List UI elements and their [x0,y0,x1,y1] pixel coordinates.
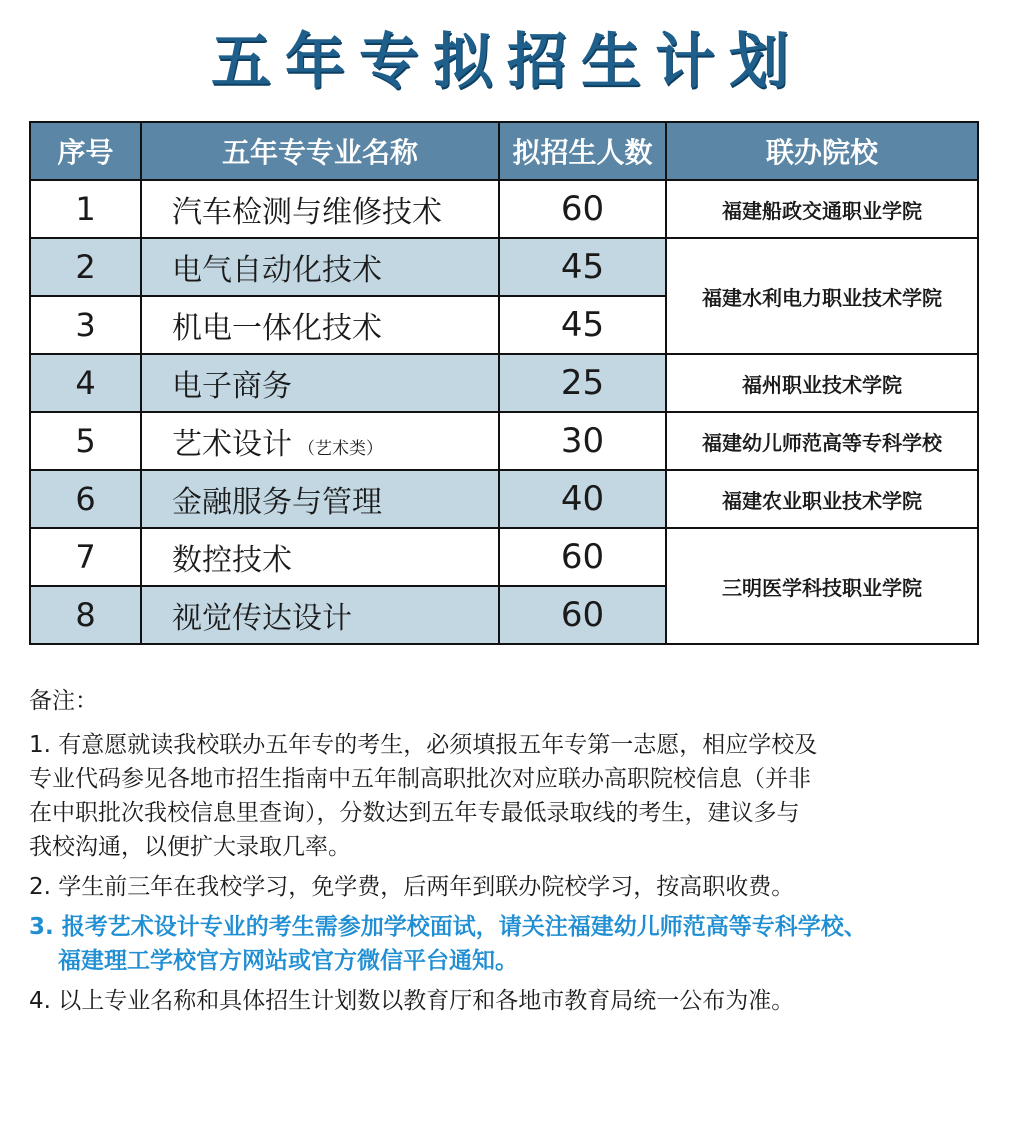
note-line: 报考艺术设计专业的考生需参加学校面试，请关注福建幼儿师范高等专科学校、 [61,914,867,940]
note-number: 1. [29,732,51,758]
row-school: 福建船政交通职业学院 [666,180,978,238]
row-serial: 1 [30,180,141,238]
note-number: 3. [29,914,54,940]
row-count: 60 [499,586,666,644]
row-major [141,470,499,528]
note-line: 有意愿就读我校联办五年专的考生，必须填报五年专第一志愿，相应学校及 [58,732,818,758]
row-major [141,238,499,296]
major-name: 电气自动化技术 [172,253,382,288]
major-name: 数控技术 [172,543,292,578]
row-school: 福州职业技术学院 [666,354,978,412]
note-line: 在中职批次我校信息里查询），分数达到五年专最低录取线的考生，建议多与 [29,800,800,826]
row-school: 三明医学科技职业学院 [666,528,978,644]
row-major [141,528,499,586]
row-major [141,296,499,354]
note-item-4 [29,984,989,1018]
major-name: 金融服务与管理 [172,485,382,520]
major-name: 艺术设计 [172,427,292,462]
note-line: 专业代码参见各地市招生指南中五年制高职批次对应联办高职院校信息（并非 [29,766,811,792]
table-header-row [30,122,978,180]
row-major [141,180,499,238]
note-line: 学生前三年在我校学习，免学费，后两年到联办院校学习，按高职收费。 [58,874,795,900]
header-count: 拟招生人数 [499,122,666,180]
note-number: 4. [29,988,51,1014]
row-serial: 4 [30,354,141,412]
row-serial: 6 [30,470,141,528]
notes-section [29,684,989,1024]
row-school: 福建幼儿师范高等专科学校 [666,412,978,470]
table-row [30,354,978,412]
note-line: 福建理工学校官方网站或官方微信平台通知。 [58,948,518,974]
header-school: 联办院校 [666,122,978,180]
table-row [30,238,978,296]
table-row [30,180,978,238]
note-line: 我校沟通，以便扩大录取几率。 [29,834,351,860]
note-item-1 [29,728,989,864]
row-count: 60 [499,528,666,586]
note-item-3 [29,910,989,978]
row-school: 福建农业职业技术学院 [666,470,978,528]
major-name: 视觉传达设计 [172,601,352,636]
row-count: 60 [499,180,666,238]
row-serial: 7 [30,528,141,586]
row-major [141,412,499,470]
row-serial: 5 [30,412,141,470]
row-count: 30 [499,412,666,470]
enrollment-plan-table [29,121,979,645]
row-serial: 2 [30,238,141,296]
table-row [30,412,978,470]
row-school: 福建水利电力职业技术学院 [666,238,978,354]
row-serial: 8 [30,586,141,644]
note-number: 2. [29,874,51,900]
page-title: 五年专拟招生计划 [211,27,803,97]
row-count: 45 [499,238,666,296]
major-name: 电子商务 [172,369,292,404]
header-major: 五年专专业名称 [141,122,499,180]
row-count: 25 [499,354,666,412]
table-row [30,470,978,528]
major-name: 机电一体化技术 [172,311,382,346]
row-major [141,354,499,412]
row-count: 40 [499,470,666,528]
note-item-2 [29,870,989,904]
major-name: 汽车检测与维修技术 [172,195,442,230]
row-count: 45 [499,296,666,354]
row-serial: 3 [30,296,141,354]
row-major [141,586,499,644]
note-line: 以上专业名称和具体招生计划数以教育厅和各地市教育局统一公布为准。 [58,988,795,1014]
major-category-note: （艺术类） [298,439,383,459]
table-row [30,528,978,586]
notes-heading: 备注： [29,688,98,714]
header-serial: 序号 [30,122,141,180]
